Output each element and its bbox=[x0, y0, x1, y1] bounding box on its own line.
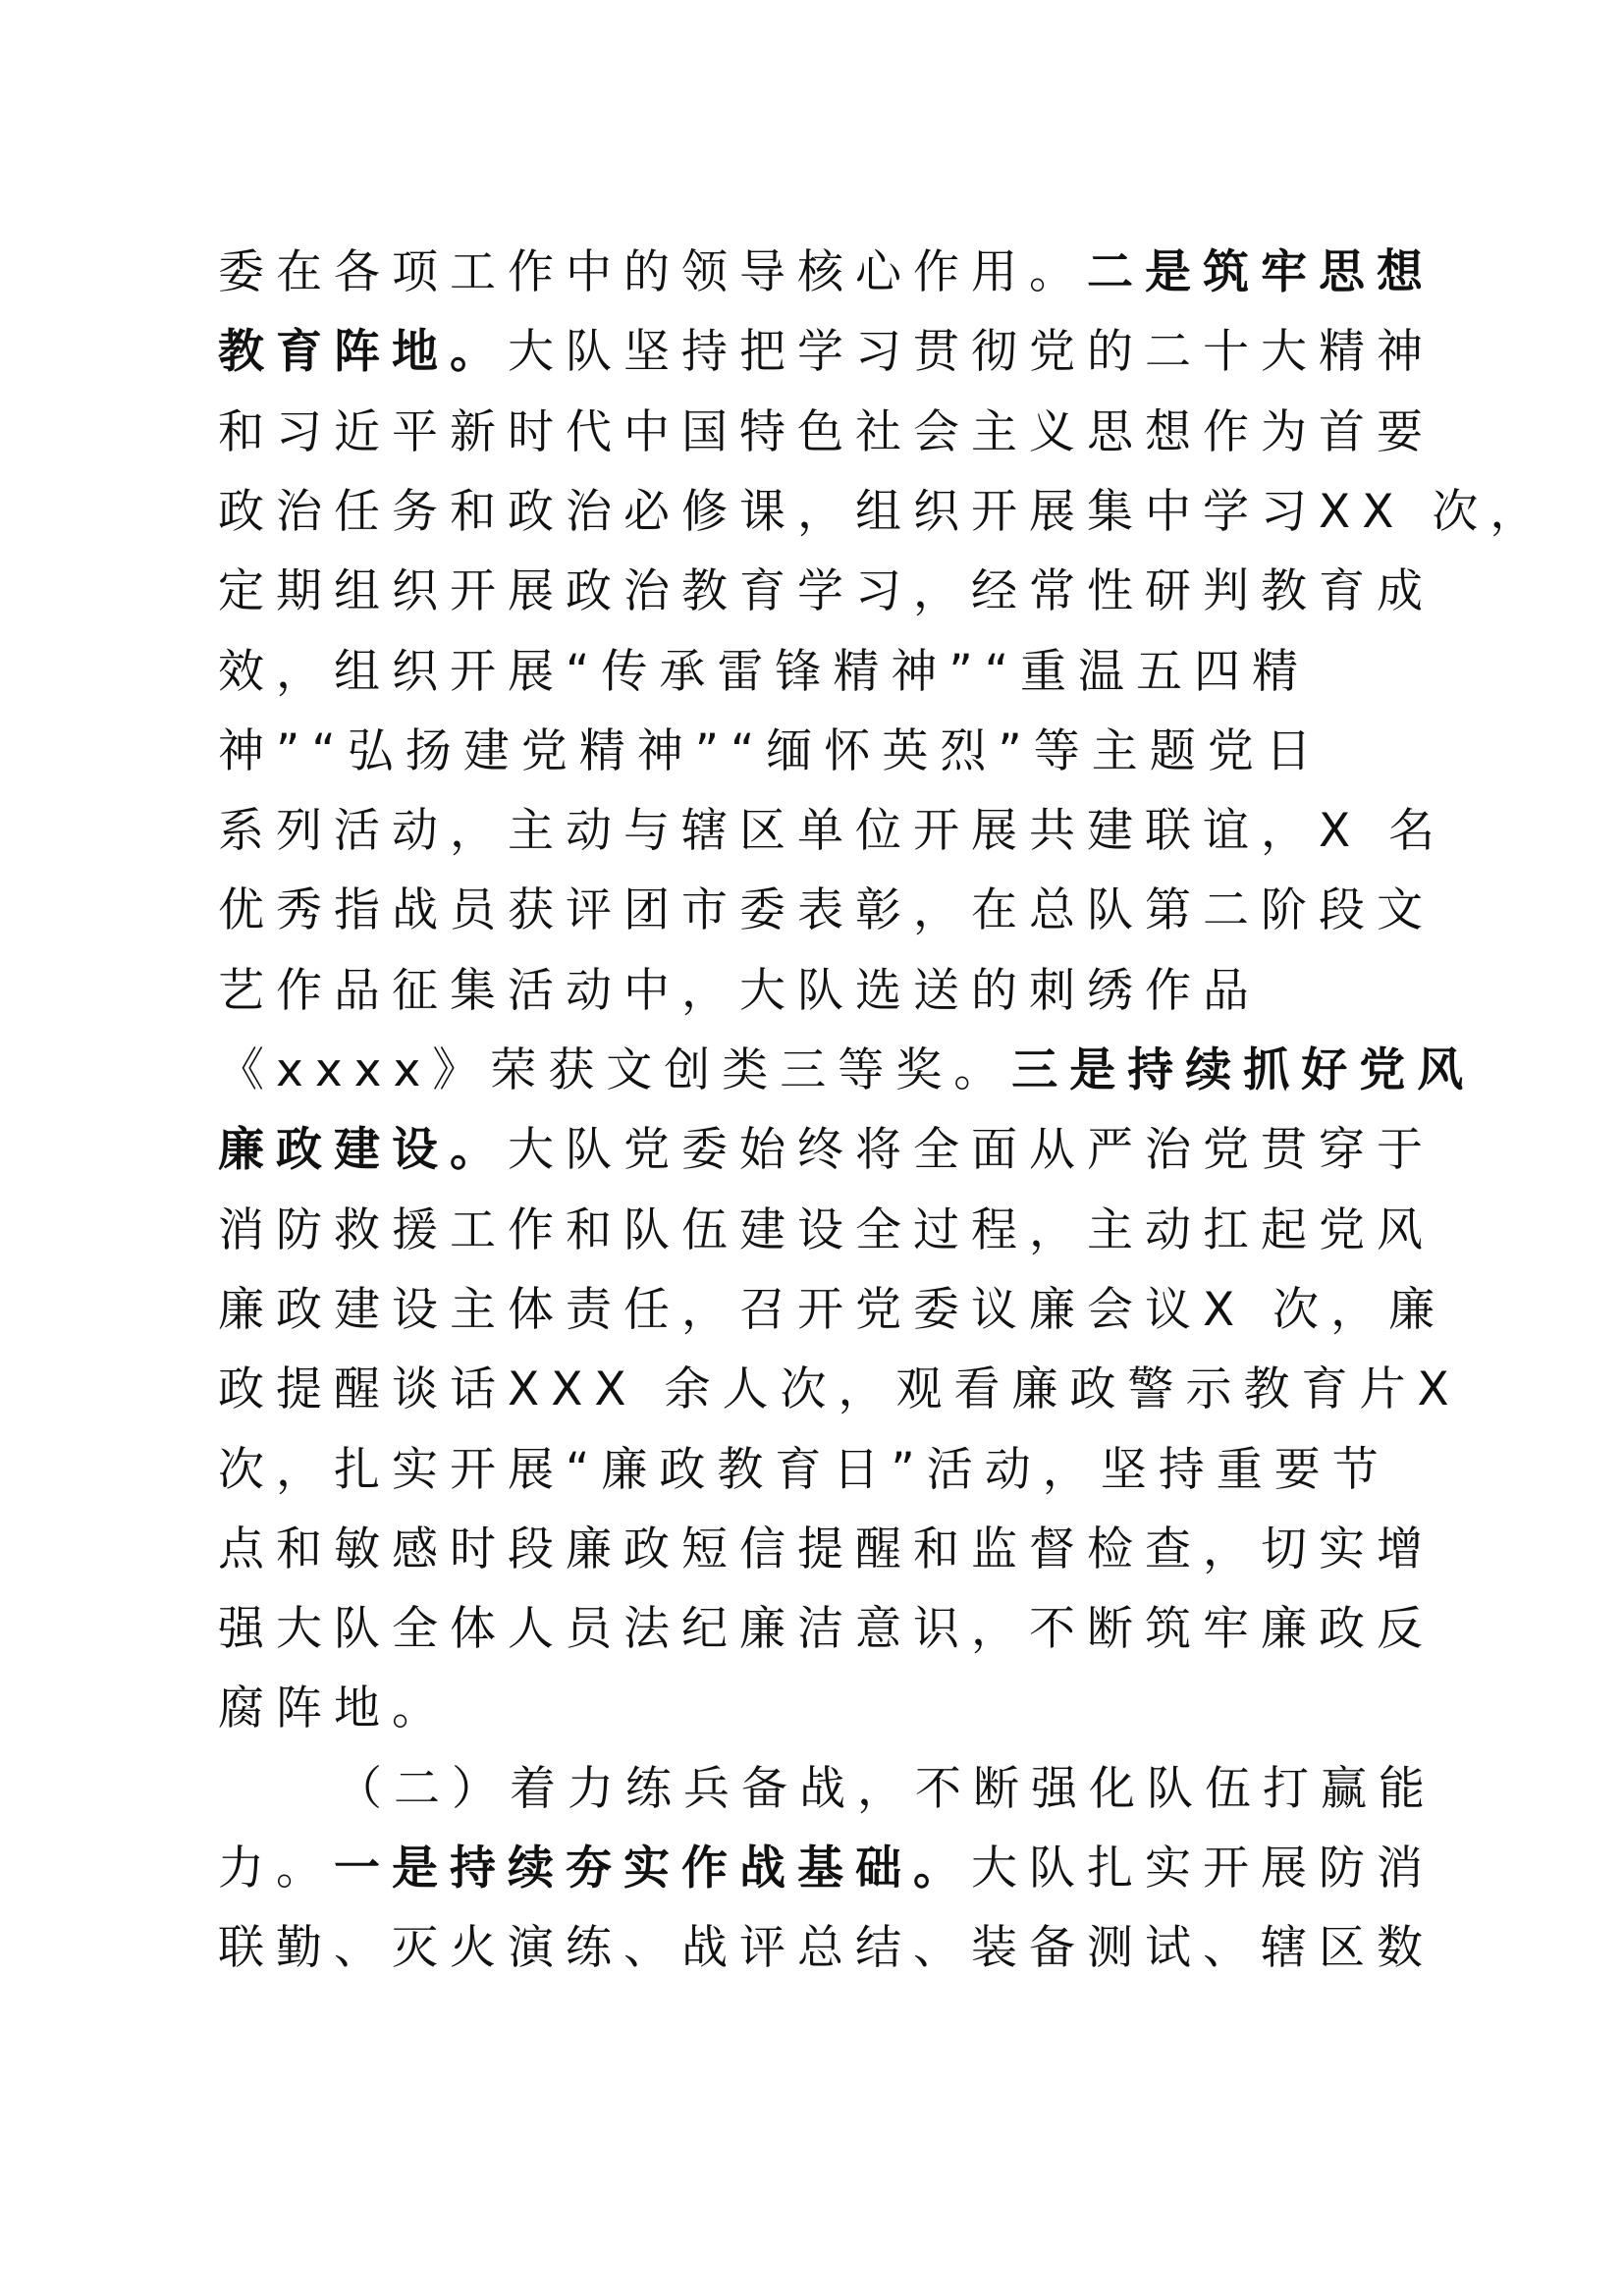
text-segment: 神”“弘扬建党精神”“缅怀英烈”等主题党日 bbox=[218, 723, 1324, 778]
text-segment: 力。 bbox=[218, 1842, 334, 1896]
text-segment: 定期组织开展政治教育学习，经常性研判教育成 bbox=[218, 564, 1435, 619]
document-line bbox=[218, 1830, 1435, 1908]
document-line bbox=[218, 234, 1435, 312]
text-segment: 联勤、灭火演练、战评总结、装备测试、辖区数 bbox=[218, 1921, 1435, 1976]
text-segment: 《xxxx》荣获文创类三等奖。 bbox=[218, 1043, 1012, 1097]
bold-text-segment: 二是筑牢思想 bbox=[1087, 245, 1435, 299]
document-line bbox=[218, 1032, 1476, 1110]
document-line bbox=[218, 313, 1435, 392]
text-segment: 点和敏感时段廉政短信提醒和监督检查，切实增 bbox=[218, 1522, 1435, 1576]
document-line bbox=[218, 1909, 1435, 1988]
document-line bbox=[218, 394, 1435, 472]
document-line bbox=[218, 1431, 1396, 1510]
text-segment: 政提醒谈话XXX 余人次，观看廉政警示教育片X bbox=[218, 1362, 1461, 1417]
text-segment: 大队扎实开展防消 bbox=[971, 1842, 1435, 1896]
document-line bbox=[218, 872, 1435, 950]
document-line bbox=[218, 553, 1435, 631]
bold-text-segment: 三是持续抓好党风 bbox=[1011, 1043, 1476, 1097]
text-segment: 腐阵地。 bbox=[218, 1682, 450, 1736]
document-line bbox=[218, 1271, 1447, 1350]
text-segment: 效，组织开展“传承雷锋精神”“重温五四精 bbox=[218, 644, 1311, 699]
text-segment: 优秀指战员获评团市委表彰，在总队第二阶段文 bbox=[218, 883, 1435, 938]
document-line bbox=[218, 633, 1396, 712]
text-segment: 强大队全体人员法纪廉洁意识，不断筑牢廉政反 bbox=[218, 1602, 1435, 1657]
text-segment: 系列活动，主动与辖区单位开展共建联谊，X 名 bbox=[218, 804, 1447, 859]
document-line bbox=[218, 1511, 1435, 1589]
text-segment: 委在各项工作中的领导核心作用。 bbox=[218, 245, 1087, 299]
bold-text-segment: 教育阵地。 bbox=[218, 325, 508, 380]
text-segment: 次，扎实开展“廉政教育日”活动，坚持重要节 bbox=[218, 1442, 1390, 1497]
document-line bbox=[218, 473, 1548, 552]
document-line bbox=[218, 1111, 1435, 1190]
text-segment: 艺作品征集活动中，大队选送的刺绣作品 bbox=[218, 963, 1261, 1018]
bold-text-segment: 一是持续夯实作战基础。 bbox=[334, 1842, 971, 1896]
text-segment: 廉政建设主体责任，召开党委议廉会议X 次，廉 bbox=[218, 1282, 1447, 1337]
document-line bbox=[218, 792, 1447, 871]
document-line bbox=[336, 1750, 1514, 1829]
bold-text-segment: 廉政建设。 bbox=[218, 1123, 508, 1178]
text-segment: 大队坚持把学习贯彻党的二十大精神 bbox=[508, 325, 1435, 380]
document-line bbox=[218, 1351, 1461, 1429]
document-line bbox=[218, 1670, 1396, 1748]
document-line bbox=[218, 952, 1396, 1031]
text-segment: 大队党委始终将全面从严治党贯穿于 bbox=[508, 1123, 1435, 1178]
text-segment: （二）着力练兵备战，不断强化队伍打赢能 bbox=[336, 1761, 1436, 1816]
text-segment: 和习近平新时代中国特色社会主义思想作为首要 bbox=[218, 404, 1435, 459]
document-line bbox=[218, 1192, 1435, 1270]
text-segment: 政治任务和政治必修课，组织开展集中学习XX 次， bbox=[218, 484, 1548, 539]
document-line bbox=[218, 713, 1396, 791]
document-line bbox=[218, 1590, 1435, 1669]
text-segment: 消防救援工作和队伍建设全过程，主动扛起党风 bbox=[218, 1202, 1435, 1257]
